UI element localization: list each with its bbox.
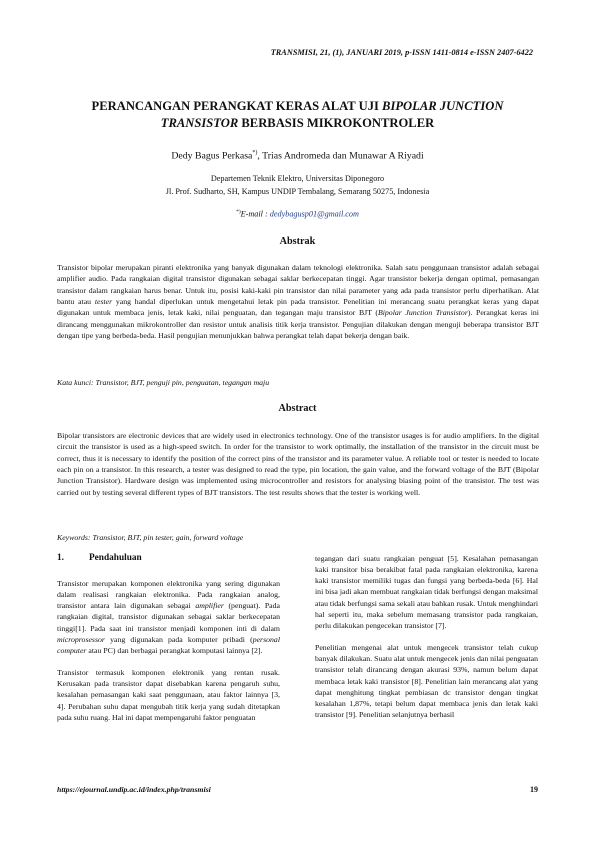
email-label: E-mail : (240, 209, 270, 219)
right-paragraph-2: Penelitian mengenai alat untuk mengecek transistor telah cukup banyak dilakukan. Suatu alat untuk mengecek jenis dan nilai penguatan transistor telah dirancang dengan akurasi 93%, namun belum dapat membaca letak kaki transistor [8]. Penelitian lain merancang alat yang dapat menghitung tingkat pembiasan dc transistor dengan tingkat kesalahan 1,87%, tetapi belum dapat membaca jenis dan letak kaki transistor [9]. Penelitian selanjutnya berhasil (315, 643, 539, 720)
email-mark: *) (236, 209, 241, 215)
abstrak-text-3: ). Perangkat keras ini dirancang menggunakan mikrokontroller dan resistor untuk analisis titik kerja transistor. Pengujian dilakukan dengan menguji beberapa transistor BJT dengan tipe yang berbeda-beda. Hasil pengujian menunjukkan bahwa perangkat telah dapat bekerja dengan baik. (57, 308, 539, 341)
abstrak-body (57, 262, 539, 341)
paper-title (40, 98, 555, 132)
section-title: Pendahuluan (89, 553, 142, 563)
left-p1-italic-microprosessor: microprosessor (57, 634, 105, 644)
email-link[interactable]: dedybagusp01@gmail.com (269, 209, 359, 219)
left-p1-text-d: atau PC) dan berbagai perangkat komputasi lainnya [2]. (86, 645, 263, 655)
abstrak-text-1: Transistor bipolar merupakan piranti elektronika yang banyak digunakan dalam teknologi elektronika. Salah satu penggunaan transistor adalah sebagai amplifier audio. Pada rangkaian digital transistor digunakan sebagai saklar berkecepatan tinggi. Agar transistor bekerja dengan optimal, pemasangan transistor dalam rangkaian harus benar. Untuk itu, posisi kaki-kaki pin transistor dan nilai parameter yang ada pada transistor perlu diperhatikan. Alat bantu atau (57, 263, 539, 307)
affiliation-line2: Jl. Prof. Sudharto, SH, Kampus UNDIP Tembalang, Semarang 50275, Indonesia (165, 187, 430, 196)
keywords: Keywords: Transistor, BJT, pin tester, gain, forward voltage (57, 533, 244, 542)
section-heading-pendahuluan (57, 553, 142, 563)
affiliation (40, 172, 555, 198)
abstrak-heading: Abstrak (279, 236, 316, 247)
abstract-heading: Abstract (278, 403, 317, 414)
abstract-body: Bipolar transistors are electronic devices that are widely used in electronics technology. One of the transistor usages is for audio amplifiers. In the digital circuit the transistor is used as a high-speed switch. In order for the transistor to work optimally, the installation of the transistor in the circuit must be correct, thus it is necessary to identify the position of the correct pins of the transistor and its parameter value. A reliable tool or tester is needed to locate each pin on a transistor. In this research, a tester was designed to read the type, pin location, the gain value, and the forward voltage of the BJT (Bipolar Junction Transistor). Hardware design was implemented using microcontroller and resistors for analysing biasing point of the transistor. The test was carried out by testing several different types of BJT transistors. The test results shows that the tester is working well. (57, 431, 539, 497)
author-rest: , Trias Andromeda dan Munawar A Riyadi (257, 150, 424, 162)
affiliation-line1: Departemen Teknik Elektro, Universitas Diponegoro (210, 174, 385, 183)
author-first: Dedy Bagus Perkasa (171, 150, 253, 162)
left-p1-text-a: Transistor merupakan komponen elektronika yang sering digunakan dalam realisasi rangkaian elektronika. Pada rangkaian analog, transistor antara lain digunakan sebagai (57, 579, 280, 611)
left-p1-italic-amplifier: amplifier (195, 601, 224, 611)
abstrak-italic-tester: tester (94, 297, 113, 307)
left-p1-text-b: (penguat). Pada rangkaian digital, transistor digunakan sebagai saklar berkecepatan tinggi[1]. Pada saat ini transistor menjadi komponen inti di dalam (57, 601, 280, 633)
left-paragraph-2: Transistor termasuk komponen elektronik yang rentan rusak. Kerusakan pada transistor dapat disebabkan karena pengaruh suhu, kesalahan pemasangan kaki saat penggunaan, atau faktor lainnya [3, 4]. Perubahan suhu dapat mengubah titik kerja yang sudah ditetapkan pada suhu ruang. Hal ini dapat mempengaruhi faktor penguatan (57, 668, 280, 722)
right-paragraph-1: tegangan dari suatu rangkaian penguat [5]. Kesalahan pemasangan kaki transitor bisa berakibat fatal pada rangkaian elektronika, karena kaki transistor memiliki tugas dan fungsi yang berbeda-beda [6]. Hal ini bisa jadi akan membuat rangkaian tidak berfungsi dengan maksimal atau tidak berfungsi sama sekali atau bahkan rusak. Untuk menghindari hal seperti itu, maka sebelum memasang transistor pada rangkaian, perlu dilakukan pengecekan transistor [7]. (315, 554, 539, 630)
section-number: 1. (57, 553, 64, 563)
author-mark: *) (252, 150, 258, 156)
left-p1-text-c: yang digunakan pada komputer pribadi ( (104, 634, 253, 644)
author-list (40, 150, 555, 161)
left-column (57, 578, 280, 734)
abstrak-text-2: yang handal diperlukan untuk mengetahui letak pin pada transistor. Penelitian ini merancang suatu perangkat keras yang dapat digunakan untuk membaca jenis, letak kaki, nilai penguatan, dan tegangan maju transistor BJT ( (57, 297, 539, 318)
title-line1-plain: PERANCANGAN PERANGKAT KERAS ALAT UJI (91, 99, 383, 113)
right-column (315, 553, 538, 731)
abstrak-italic-bjt: Bipolar Junction Transistor (377, 308, 468, 318)
journal-header: TRANSMISI, 21, (1), JANUARI 2019, p-ISSN 1411-0814 e-ISSN 2407-6422 (270, 48, 533, 57)
page-number: 19 (530, 785, 538, 794)
title-line1-italic: BIPOLAR JUNCTION (382, 99, 504, 113)
left-paragraph-1 (57, 578, 280, 656)
title-line2-plain: BERBASIS MIKROKONTROLER (238, 116, 435, 130)
left-p1-italic-pc: personal computer (57, 634, 280, 655)
kata-kunci: Kata kunci: Transistor, BJT, penguji pin, penguatan, tegangan maju (57, 378, 270, 387)
corresponding-email (40, 209, 555, 219)
footer-journal-url[interactable]: https://ejournal.undip.ac.id/index.php/transmisi (57, 785, 211, 794)
title-line2-italic: TRANSISTOR (160, 116, 239, 130)
